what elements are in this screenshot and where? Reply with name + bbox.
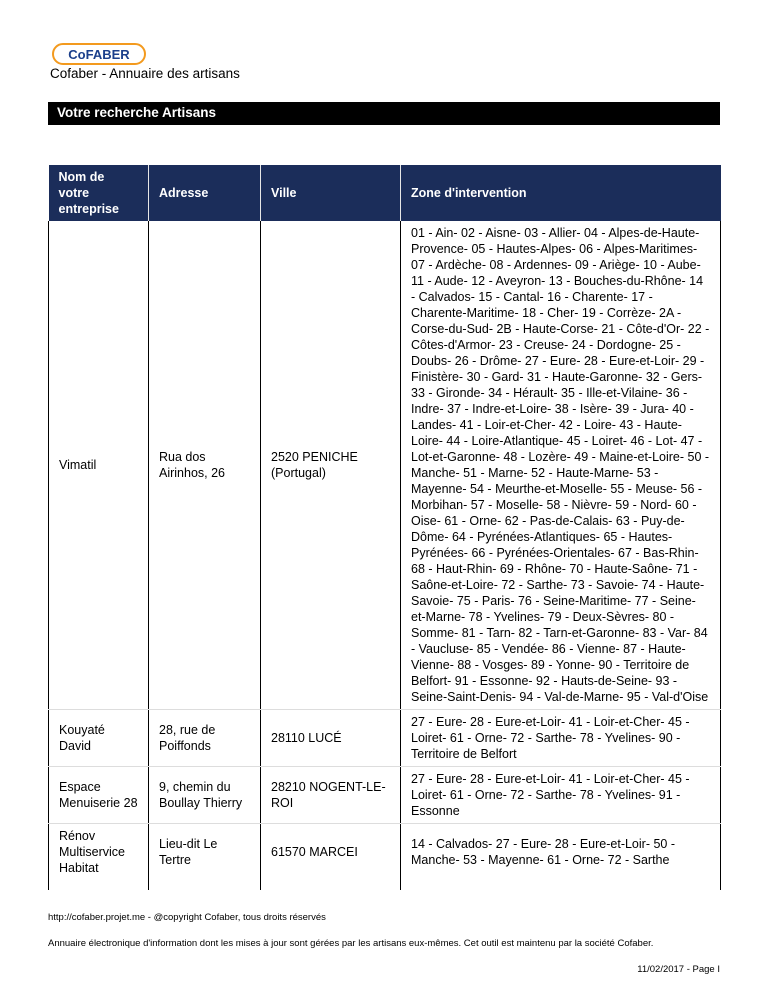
footer-page-info: 11/02/2017 - Page I [637,964,720,975]
cell-zone: 27 - Eure- 28 - Eure-et-Loir- 41 - Loir-et-Cher- 45 - Loiret- 61 - Orne- 72 - Sarthe- 78 - Yvelines- 91 - Essonne [401,767,721,824]
section-title: Votre recherche Artisans [57,105,217,120]
cell-name: Vimatil [49,221,149,710]
cell-name: Rénov Multiservice Habitat [49,824,149,891]
cell-zone: 27 - Eure- 28 - Eure-et-Loir- 41 - Loir-et-Cher- 45 - Loiret- 61 - Orne- 72 - Sarthe- 78 - Yvelines- 90 - Territoire de Belfort [401,710,721,767]
column-header-zone: Zone d'intervention [401,165,721,221]
column-header-city: Ville [261,165,401,221]
cell-city: 2520 PENICHE (Portugal) [261,221,401,710]
artisans-table [48,165,721,890]
table-row [49,767,721,824]
cell-address: Rua dos Airinhos, 26 [149,221,261,710]
cell-address: 28, rue de Poiffonds [149,710,261,767]
footer-url: http://cofaber.projet.me - @copyright Cofaber, tous droits réservés [48,912,326,923]
column-header-name: Nom de votre entreprise [49,165,149,221]
cell-name: Kouyaté David [49,710,149,767]
cell-address: Lieu-dit Le Tertre [149,824,261,891]
cofaber-logo [52,42,146,66]
column-header-address: Adresse [149,165,261,221]
cell-city: 28110 LUCÉ [261,710,401,767]
cell-zone: 01 - Ain- 02 - Aisne- 03 - Allier- 04 - Alpes-de-Haute-Provence- 05 - Hautes-Alpes- 06 - Alpes-Maritimes- 07 - Ardèche- 08 - Ardennes- 09 - Ariège- 10 - Aube- 11 - Aude- 12 - Aveyron- 13 - Bouches-du-Rhône- 14 - Calvados- 15 - Cantal- 16 - Charente- 17 - Charente-Maritime- 18 - Cher- 19 - Corrèze- 2A - Corse-du-Sud- 2B - Haute-Corse- 21 - Côte-d'Or- 22 - Côtes-d'Armor- 23 - Creuse- 24 - Dordogne- 25 - Doubs- 26 - Drôme- 27 - Eure- 28 - Eure-et-Loir- 29 - Finistère- 30 - Gard- 31 - Haute-Garonne- 32 - Gers- 33 - Gironde- 34 - Hérault- 35 - Ille-et-Vilaine- 36 - Indre- 37 - Indre-et-Loire- 38 - Isère- 39 - Jura- 40 - Landes- 41 - Loir-et-Cher- 42 - Loire- 43 - Haute-Loire- 44 - Loire-Atlantique- 45 - Loiret- 46 - Lot- 47 - Lot-et-Garonne- 48 - Lozère- 49 - Maine-et-Loire- 50 - Manche- 51 - Marne- 52 - Haute-Marne- 53 - Mayenne- 54 - Meurthe-et-Moselle- 55 - Meuse- 56 - Morbihan- 57 - Moselle- 58 - Nièvre- 59 - Nord- 60 - Oise- 61 - Orne- 62 - Pas-de-Calais- 63 - Puy-de-Dôme- 64 - Pyrénées-Atlantiques- 65 - Hautes-Pyrénées- 66 - Pyrénées-Orientales- 67 - Bas-Rhin- 68 - Haut-Rhin- 69 - Rhône- 70 - Haute-Saône- 71 - Saône-et-Loire- 72 - Sarthe- 73 - Savoie- 74 - Haute-Savoie- 75 - Paris- 76 - Seine-Maritime- 77 - Seine-et-Marne- 78 - Yvelines- 79 - Deux-Sèvres- 80 - Somme- 81 - Tarn- 82 - Tarn-et-Garonne- 83 - Var- 84 - Vaucluse- 85 - Vendée- 86 - Vienne- 87 - Haute-Vienne- 88 - Vosges- 89 - Yonne- 90 - Territoire de Belfort- 91 - Essonne- 92 - Hauts-de-Seine- 93 - Seine-Saint-Denis- 94 - Val-de-Marne- 95 - Val-d'Oise [401,221,721,710]
table-header-row [49,165,721,221]
table-row [49,824,721,891]
footer-note: Annuaire électronique d'information dont les mises à jour sont gérées par les artisans eux-mêmes. Cet outil est maintenu par la société Cofaber. [48,938,654,949]
svg-text:CoFABER: CoFABER [68,47,130,62]
section-title-bar [48,102,720,125]
page-subtitle: Cofaber - Annuaire des artisans [50,66,240,81]
table-row [49,710,721,767]
cell-address: 9, chemin du Boullay Thierry [149,767,261,824]
cell-name: Espace Menuiserie 28 [49,767,149,824]
cell-city: 61570 MARCEI [261,824,401,891]
cell-city: 28210 NOGENT-LE-ROI [261,767,401,824]
cell-zone: 14 - Calvados- 27 - Eure- 28 - Eure-et-Loir- 50 - Manche- 53 - Mayenne- 61 - Orne- 72 - Sarthe [401,824,721,891]
table-row [49,221,721,710]
